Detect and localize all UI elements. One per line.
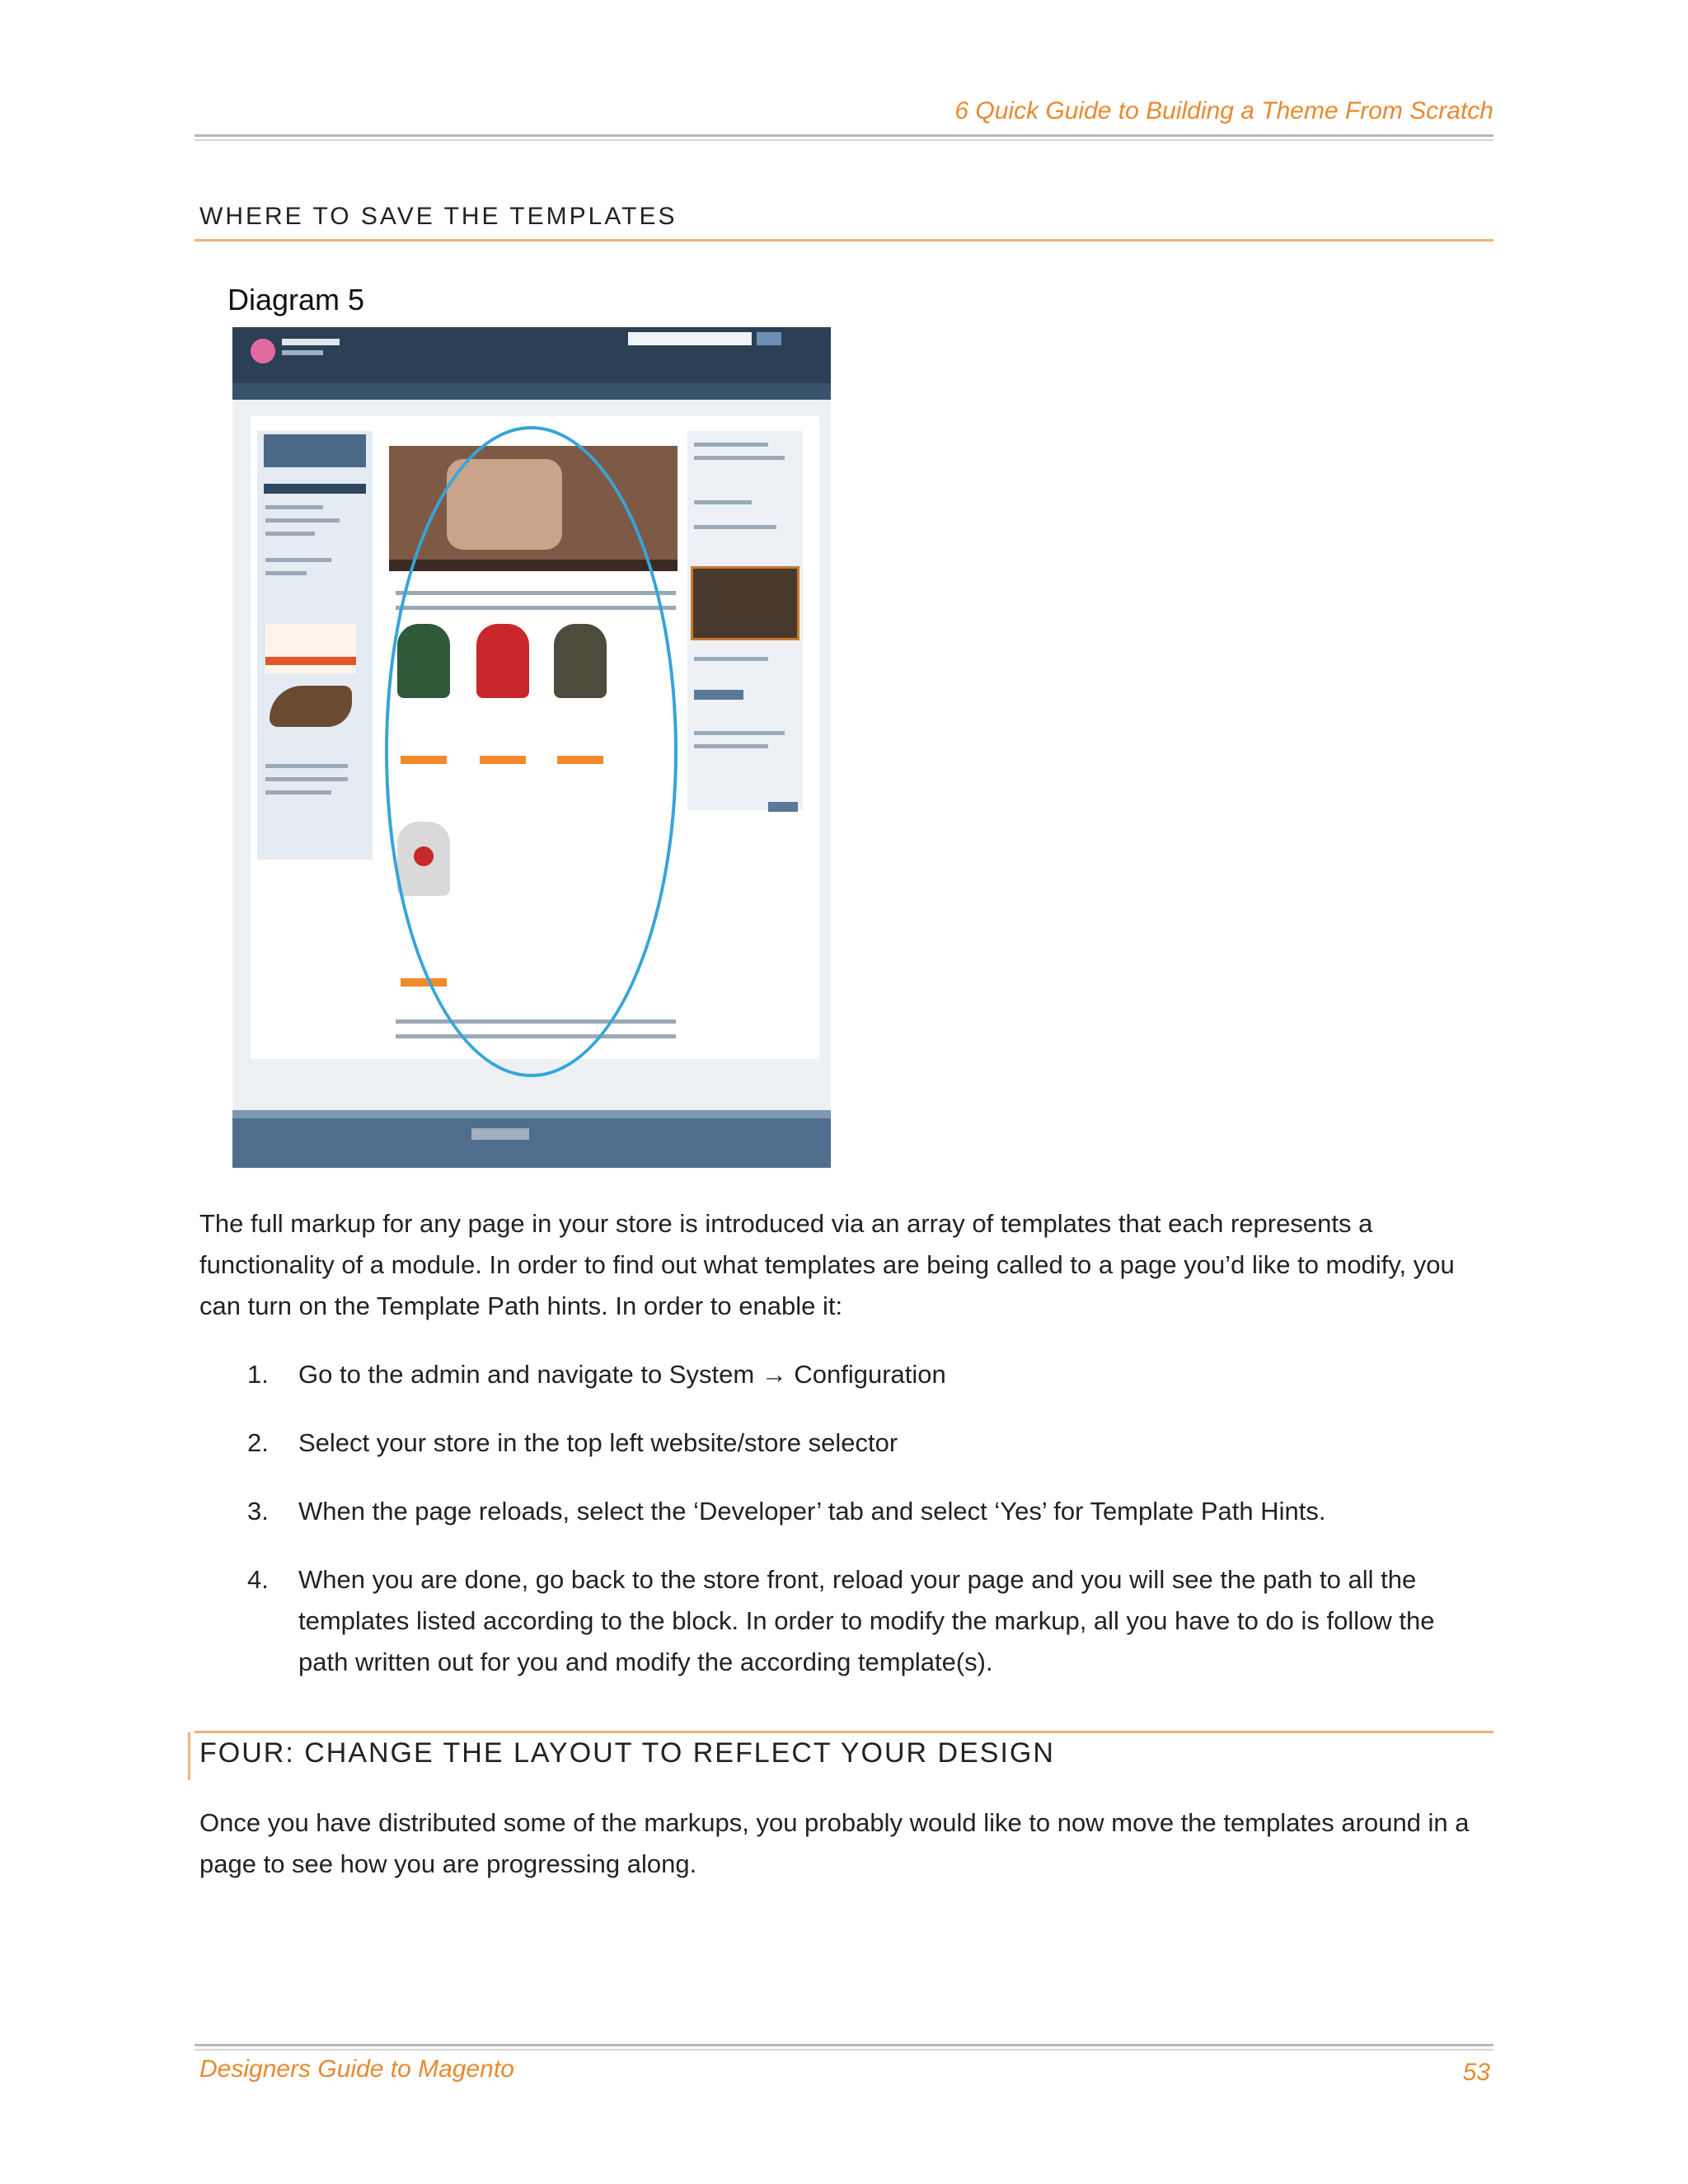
list-text: Go to the admin and navigate to System → Configuration xyxy=(298,1360,946,1389)
running-header: 6 Quick Guide to Building a Theme From Scratch xyxy=(954,97,1493,124)
store-navbar xyxy=(232,383,831,400)
sidebar-line xyxy=(265,790,331,794)
right-sidebar-chalkboard xyxy=(691,566,799,640)
section2-left-bar xyxy=(188,1732,190,1780)
footer-rule xyxy=(195,2044,1493,2046)
logo-text xyxy=(282,339,340,345)
sidebar-line xyxy=(265,777,348,781)
sidebar-promo-bar xyxy=(265,657,356,665)
intro-paragraph: The full markup for any page in your store is introduced via an array of templates that each represents a functionality of a module. In order to find out what templates are being called to a page you’d like to modify, you can turn on the Template Path hints. In order to enable it: xyxy=(199,1209,1455,1320)
list-number: 1. xyxy=(247,1360,269,1389)
store-search-button xyxy=(757,332,781,345)
steps-list xyxy=(247,1354,1484,1710)
left-sidebar-box xyxy=(264,434,366,467)
list-item xyxy=(247,1422,1484,1464)
list-text: When you are done, go back to the store front, reload your page and you will see the path to all the templates listed according to the block. In order to modify the markup, all you have to do is follow the path written out for you and modify the according template(s). xyxy=(298,1565,1435,1676)
logo-subtext xyxy=(282,350,323,355)
sidebar-line xyxy=(694,657,768,661)
list-number: 4. xyxy=(247,1565,269,1594)
sidebar-line xyxy=(694,525,776,529)
list-item xyxy=(247,1559,1484,1683)
header-rule-thin xyxy=(195,139,1493,141)
footer-rule-thin xyxy=(195,2049,1493,2050)
list-item xyxy=(247,1491,1484,1532)
store-search-box xyxy=(628,332,752,345)
sidebar-line xyxy=(265,518,340,523)
magento-logo-icon xyxy=(251,339,275,363)
section2-rule xyxy=(195,1731,1493,1733)
sidebar-promo xyxy=(265,624,356,673)
list-item xyxy=(247,1354,1484,1395)
sidebar-line xyxy=(265,764,348,768)
footer-book-title: Designers Guide to Magento xyxy=(199,2055,514,2083)
diagram-5-screenshot xyxy=(232,327,831,1168)
sidebar-line xyxy=(694,500,752,504)
header-rule xyxy=(195,134,1493,137)
section-heading-change-layout: FOUR: CHANGE THE LAYOUT TO REFLECT YOUR DESIGN xyxy=(199,1737,1055,1769)
sidebar-line xyxy=(265,505,323,509)
list-text: When the page reloads, select the ‘Developer’ tab and select ‘Yes’ for Template Path Hints. xyxy=(298,1497,1326,1526)
sidebar-shoe-image xyxy=(270,686,352,727)
section-rule xyxy=(195,239,1493,241)
sidebar-button xyxy=(768,802,798,812)
list-number: 3. xyxy=(247,1497,269,1526)
sidebar-line xyxy=(265,571,307,575)
sidebar-line xyxy=(694,731,785,735)
sidebar-line xyxy=(694,443,768,447)
store-footer xyxy=(232,1118,831,1168)
sidebar-line xyxy=(265,532,315,536)
highlight-ellipse xyxy=(385,426,678,1077)
list-text: Select your store in the top left website/store selector xyxy=(298,1428,898,1457)
store-footer-top xyxy=(232,1110,831,1118)
sidebar-line xyxy=(265,558,331,562)
figure-caption: Diagram 5 xyxy=(227,283,365,316)
section-heading-save-templates: WHERE TO SAVE THE TEMPLATES xyxy=(199,203,678,230)
sidebar-button xyxy=(694,690,743,700)
list-number: 2. xyxy=(247,1428,269,1457)
page-number: 53 xyxy=(1462,2059,1490,2086)
left-sidebar-bar xyxy=(264,484,366,494)
section2-paragraph: Once you have distributed some of the markups, you probably would like to now move the templates around in a page to see how you are progressing along. xyxy=(199,1808,1470,1878)
sidebar-line xyxy=(694,456,785,460)
store-footer-button xyxy=(471,1128,529,1140)
sidebar-line xyxy=(694,744,768,748)
